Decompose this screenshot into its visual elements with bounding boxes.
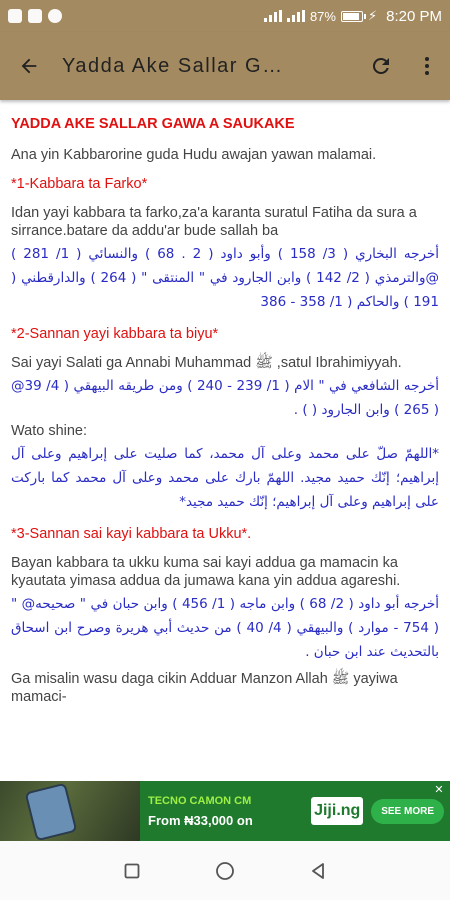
back-button[interactable] bbox=[0, 32, 58, 100]
more-options-button[interactable] bbox=[404, 32, 450, 100]
system-indicators bbox=[264, 8, 442, 25]
section2-text: Sai yayi Salati ga Annabi Muhammad ﷺ ,satul Ibrahimiyyah. bbox=[11, 355, 402, 371]
battery-level bbox=[343, 13, 359, 20]
section3-text: Bayan kabbara ta ukku kuma sai kayi addua ga mamacin ka kyautata yimasa addua da jumawa kana yin addua agareshi. bbox=[11, 555, 401, 589]
phone-image bbox=[25, 783, 78, 841]
section3-heading: *3-Sannan sai kayi kabbara ta Ukku*. bbox=[11, 526, 252, 542]
back-nav-button[interactable] bbox=[304, 857, 332, 885]
signal-icon-2 bbox=[287, 10, 305, 22]
section3-text2: Ga misalin wasu daga cikin Adduar Manzon Allah ﷺ yayiwa mamaci- bbox=[11, 671, 398, 705]
ad-close-icon[interactable]: ✕ bbox=[434, 784, 444, 796]
page-title: Yadda Ake Sallar G… bbox=[62, 54, 284, 77]
back-icon bbox=[309, 862, 327, 880]
home-button[interactable] bbox=[211, 857, 239, 885]
intro-text: Ana yin Kabbarorine guda Hudu awajan yawan malamai. bbox=[11, 147, 377, 163]
image-notification-icon bbox=[8, 9, 22, 23]
ad-product: TECNO CAMON CM bbox=[148, 794, 252, 807]
back-arrow-icon bbox=[18, 55, 40, 77]
notification-icons bbox=[8, 9, 62, 23]
section1-text: Idan yayi kabbara ta farko,za'a karanta suratul Fatiha da sura a sirrance.batare da addu'ar bude sallah ba bbox=[11, 205, 417, 239]
refresh-icon bbox=[369, 54, 393, 78]
section2-label: Wato shine: bbox=[11, 423, 88, 439]
salawat-arabic-text: *اللهمّ صلّ على محمد وعلى آل محمد، كما صليت على إبراهيم وعلى آل إبراهيم؛ إنّك حميد مجيد. اللهمّ بارك على محمد وعلى آل محمد كما باركت على إبراهيم وعلى آل إبراهيم؛ إنّك حميد مجيد* bbox=[11, 446, 439, 510]
battery-percent: 87% bbox=[309, 8, 336, 24]
ad-banner[interactable] bbox=[0, 781, 450, 841]
circle-notification-icon bbox=[48, 9, 62, 23]
battery-icon bbox=[341, 11, 363, 22]
section2-arabic-reference: أخرجه الشافعي في " الام ( 1/ 239 - 240 ) ومن طريقه البيهقي ( 4/ 39@ ( 265 ) وابن الجارود ( ) . bbox=[11, 378, 440, 418]
system-nav-bar bbox=[0, 841, 450, 900]
see-more-button[interactable]: SEE MORE bbox=[371, 799, 444, 824]
status-time: 8:20 PM bbox=[386, 7, 442, 25]
ad-price: From ₦33,000 on bbox=[148, 812, 253, 828]
charging-icon: ⚡ bbox=[367, 8, 378, 23]
home-icon bbox=[215, 861, 235, 881]
article-heading: YADDA AKE SALLAR GAWA A SAUKAKE bbox=[11, 116, 295, 132]
message-notification-icon bbox=[28, 9, 42, 23]
article-content[interactable] bbox=[0, 100, 450, 760]
signal-icon bbox=[264, 10, 282, 22]
recents-icon bbox=[124, 863, 140, 879]
more-vert-icon bbox=[415, 54, 439, 78]
section1-heading: *1-Kabbara ta Farko* bbox=[11, 176, 148, 192]
ad-logo: Jiji.ng bbox=[311, 797, 363, 825]
status-bar bbox=[0, 0, 450, 32]
section3-arabic-reference: أخرجه أبو داود ( 2/ 68 ) وابن ماجه ( 1/ 456 ) وابن حبان في " صحيحه@ " ( 754 - موارد ) والبيهقي ( 4/ 40 ) من حديث أبي هريرة وصرح ابن اسحاق بالتحديث عند ابن حبان . bbox=[11, 596, 440, 660]
recents-button[interactable] bbox=[118, 857, 146, 885]
ad-image bbox=[0, 781, 140, 841]
ad-text bbox=[140, 795, 311, 828]
section2-heading: *2-Sannan yayi kabbara ta biyu* bbox=[11, 326, 219, 342]
section1-arabic-reference: أخرجه البخاري ( 3/ 158 ) وأبو داود ( 2 . 68 ) والنسائي ( 1/ 281 ) @والترمذي ( 2/ 142 ) وابن الجارود في " المنتقى " ( 264 ) والدارقطني ( 191 ) والحاكم ( 1/ 358 - 386 bbox=[11, 246, 440, 310]
app-bar bbox=[0, 32, 450, 100]
refresh-button[interactable] bbox=[358, 32, 404, 100]
